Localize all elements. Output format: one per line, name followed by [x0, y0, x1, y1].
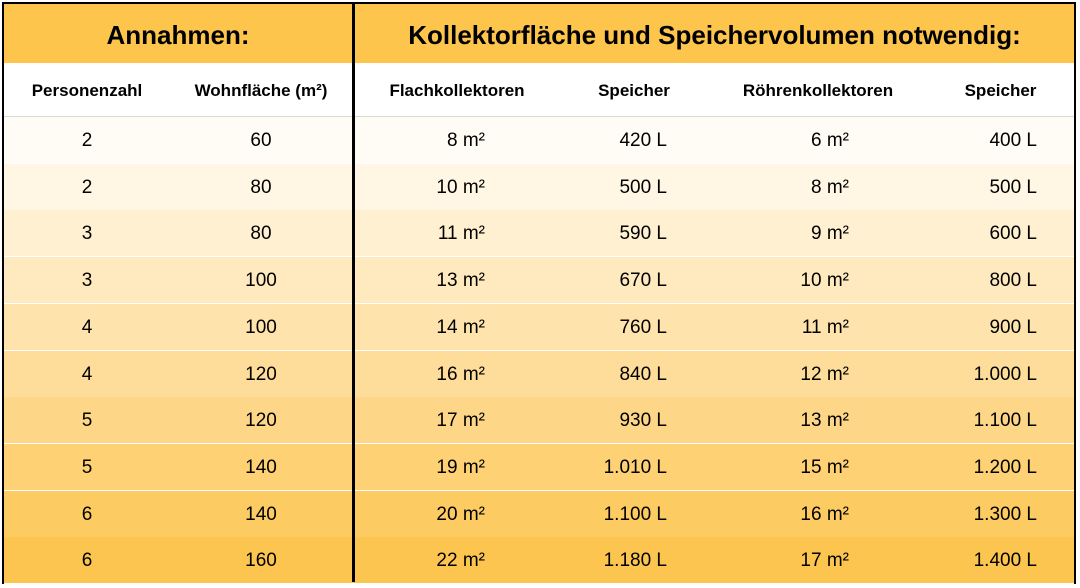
personenzahl-cell: 3	[81, 270, 93, 292]
personenzahl-cell: 5	[81, 410, 93, 432]
personenzahl-cell: 6	[81, 503, 93, 525]
wohnflaeche-cell: 60	[250, 130, 272, 151]
col-header-speicher-flach: Speicher	[598, 81, 670, 100]
flachkollektoren-cell: 19 m²	[436, 456, 485, 478]
speicher-roehren-cell: 1.200 L	[973, 456, 1037, 478]
speicher-roehren-cell: 1.300 L	[973, 503, 1037, 525]
roehrenkollektoren-cell: 12 m²	[800, 363, 849, 385]
roehrenkollektoren-cell: 17 m²	[800, 550, 849, 572]
roehrenkollektoren-cell: 9 m²	[811, 223, 849, 245]
personenzahl-cell: 2	[81, 176, 93, 198]
speicher-roehren-cell: 600 L	[989, 223, 1037, 245]
col-header-wohnflaeche: Wohnfläche (m²)	[194, 81, 328, 100]
speicher-roehren-cell: 1.400 L	[973, 550, 1037, 572]
table-row	[4, 444, 1074, 491]
assumptions-title: Annahmen:	[106, 20, 250, 50]
personenzahl-cell: 6	[81, 550, 93, 572]
flachkollektoren-cell: 17 m²	[436, 410, 485, 432]
speicher-flach-cell: 1.100 L	[603, 503, 667, 525]
personenzahl-cell: 4	[81, 316, 93, 338]
flachkollektoren-cell: 13 m²	[436, 270, 485, 292]
speicher-flach-cell: 670 L	[619, 270, 667, 292]
speicher-roehren-cell: 800 L	[989, 270, 1037, 292]
col-header-personenzahl: Personenzahl	[31, 81, 143, 100]
wohnflaeche-cell: 100	[245, 270, 277, 292]
table-row	[4, 117, 1074, 164]
col-header-roehrenkollektoren: Röhrenkollektoren	[742, 81, 894, 100]
flachkollektoren-cell: 8 m²	[447, 130, 485, 151]
section-divider	[352, 4, 355, 582]
table-row	[4, 304, 1074, 351]
speicher-roehren-cell: 1.000 L	[973, 363, 1037, 385]
wohnflaeche-cell: 80	[250, 176, 272, 198]
roehrenkollektoren-cell: 13 m²	[800, 410, 849, 432]
column-header-row	[4, 63, 1074, 117]
table-row	[4, 257, 1074, 304]
roehrenkollektoren-cell: 15 m²	[800, 456, 849, 478]
table-row	[4, 210, 1074, 257]
wohnflaeche-cell: 80	[250, 223, 272, 245]
flachkollektoren-cell: 20 m²	[436, 503, 485, 525]
speicher-flach-cell: 420 L	[619, 130, 667, 151]
personenzahl-cell: 4	[81, 363, 93, 385]
wohnflaeche-cell: 140	[245, 456, 277, 478]
speicher-flach-cell: 930 L	[619, 410, 667, 432]
wohnflaeche-cell: 120	[245, 410, 277, 432]
flachkollektoren-cell: 22 m²	[436, 550, 485, 572]
wohnflaeche-cell: 160	[245, 550, 277, 572]
wohnflaeche-cell: 120	[245, 363, 277, 385]
speicher-flach-cell: 840 L	[619, 363, 667, 385]
flachkollektoren-cell: 16 m²	[436, 363, 485, 385]
table-row	[4, 491, 1074, 538]
solar-sizing-table	[2, 2, 1076, 584]
speicher-flach-cell: 590 L	[619, 223, 667, 245]
speicher-roehren-cell: 1.100 L	[973, 410, 1037, 432]
table-row	[4, 537, 1074, 584]
table-row	[4, 351, 1074, 398]
roehrenkollektoren-cell: 10 m²	[800, 270, 849, 292]
flachkollektoren-cell: 14 m²	[436, 316, 485, 338]
table-row	[4, 397, 1074, 444]
personenzahl-cell: 3	[81, 223, 93, 245]
speicher-roehren-cell: 900 L	[989, 316, 1037, 338]
speicher-roehren-cell: 500 L	[989, 176, 1037, 198]
table-title-bar	[4, 4, 1074, 63]
roehrenkollektoren-cell: 11 m²	[801, 316, 849, 338]
roehrenkollektoren-cell: 6 m²	[811, 130, 849, 151]
roehrenkollektoren-cell: 16 m²	[800, 503, 849, 525]
personenzahl-cell: 5	[81, 456, 93, 478]
speicher-roehren-cell: 400 L	[989, 130, 1037, 151]
flachkollektoren-cell: 10 m²	[436, 176, 485, 198]
roehrenkollektoren-cell: 8 m²	[811, 176, 849, 198]
wohnflaeche-cell: 100	[245, 316, 277, 338]
speicher-flach-cell: 500 L	[619, 176, 667, 198]
requirements-title: Kollektorfläche und Speichervolumen notwendig:	[408, 20, 1021, 50]
flachkollektoren-cell: 11 m²	[437, 223, 485, 245]
personenzahl-cell: 2	[81, 130, 93, 151]
table-row	[4, 164, 1074, 211]
speicher-flach-cell: 760 L	[619, 316, 667, 338]
speicher-flach-cell: 1.010 L	[603, 456, 667, 478]
wohnflaeche-cell: 140	[245, 503, 277, 525]
col-header-speicher-roehren: Speicher	[964, 81, 1037, 100]
col-header-flachkollektoren: Flachkollektoren	[389, 81, 525, 100]
speicher-flach-cell: 1.180 L	[603, 550, 667, 572]
